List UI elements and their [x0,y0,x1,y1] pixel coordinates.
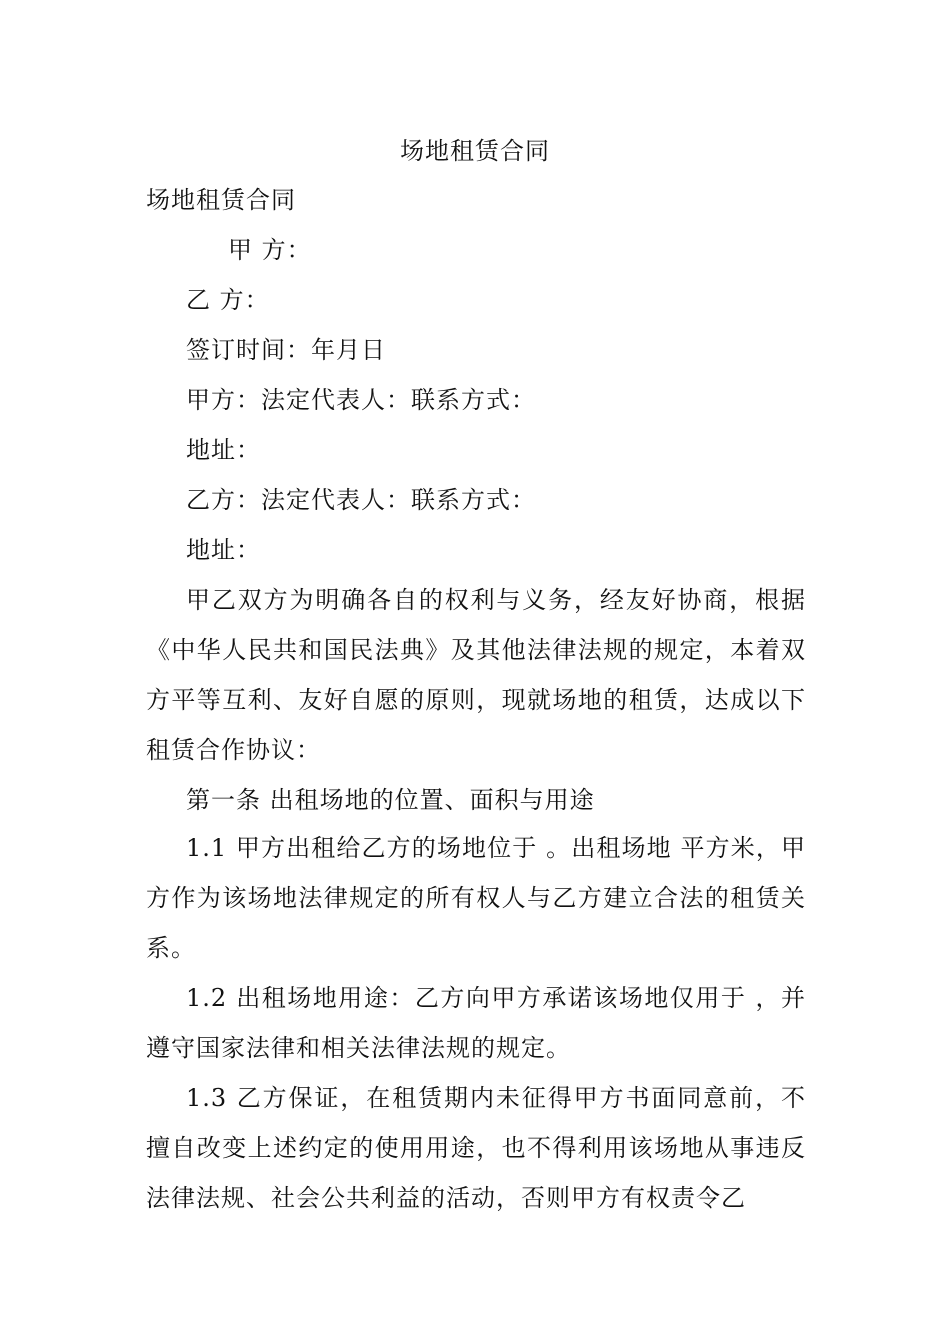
party-a-info: 甲方：法定代表人：联系方式： [186,386,536,414]
article-1-heading: 第一条 出租场地的位置、面积与用途 [186,786,595,814]
clause-1-1: 1.1 甲方出租给乙方的场地位于 。出租场地 平方米，甲方作为该场地法律规定的所有权人与乙方建立合法的租赁关系。 [146,834,806,962]
document-title: 场地租赁合同 [400,137,550,165]
party-a-label: 甲 方： [228,236,312,264]
clause-1-3: 1.3 乙方保证，在租赁期内未征得甲方书面同意前，不擅自改变上述约定的使用用途，也不得利用该场地从事违反法律法规、社会公共利益的活动，否则甲方有权责令乙 [146,1084,806,1212]
party-b-label: 乙 方： [186,286,270,314]
clause-1-2: 1.2 出租场地用途：乙方向甲方承诺该场地仅用于 ，并遵守国家法律和相关法律法规的规定。 [146,984,806,1062]
preamble-paragraph: 甲乙双方为明确各自的权利与义务，经友好协商，根据《中华人民共和国民法典》及其他法律法规的规定，本着双方平等互利、友好自愿的原则，现就场地的租赁，达成以下租赁合作协议： [146,586,806,764]
party-b-address: 地址： [186,536,261,564]
document-subtitle: 场地租赁合同 [146,186,296,214]
party-b-info: 乙方：法定代表人：联系方式： [186,486,536,514]
sign-date: 签订时间：年月日 [186,336,386,364]
party-a-address: 地址： [186,436,261,464]
